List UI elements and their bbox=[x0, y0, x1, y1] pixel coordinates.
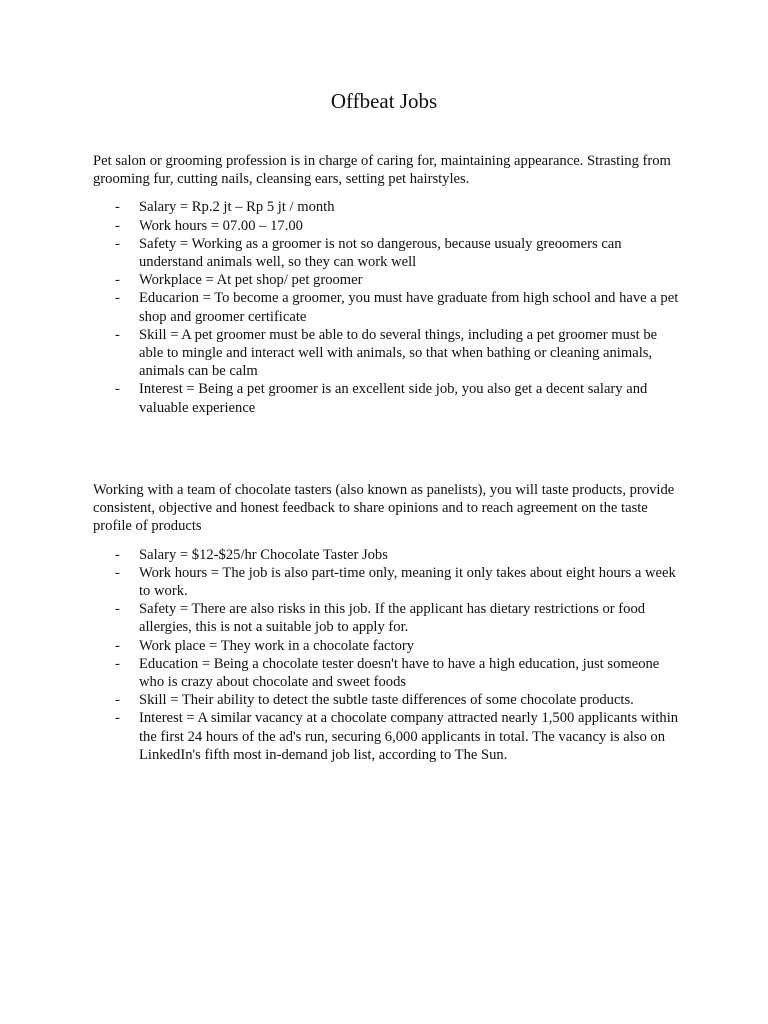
section-intro: Pet salon or grooming profession is in charge of caring for, maintaining appearance. Strasting from grooming fur, cutting nails, cleansing ears, setting pet hairstyles. bbox=[93, 153, 671, 188]
section-chocolate-taster bbox=[93, 481, 683, 764]
list-item-text: Work hours = The job is also part-time only, meaning it only takes about eight hours a week to work. bbox=[139, 564, 676, 600]
list-item bbox=[93, 709, 683, 764]
list-item-text: Education = Being a chocolate tester doesn't have to have a high education, just someone who is crazy about chocolate and sweet foods bbox=[139, 655, 660, 691]
list-item bbox=[93, 217, 683, 235]
bullet-dash: - bbox=[115, 381, 120, 398]
bullet-dash: - bbox=[115, 692, 120, 709]
list-item-text: Interest = Being a pet groomer is an excellent side job, you also get a decent salary and valuable experience bbox=[139, 381, 648, 416]
bullet-list bbox=[93, 546, 683, 764]
list-item-text: Interest = A similar vacancy at a chocolate company attracted nearly 1,500 applicants within the first 24 hours of the ad's run, securing 6,000 applicants in total. The vacancy is also on LinkedIn's fifth most in-demand job list, according to The Sun. bbox=[139, 710, 679, 763]
bullet-dash: - bbox=[115, 564, 120, 581]
section-intro: Working with a team of chocolate tasters (also known as panelists), you will taste products, provide consistent, objective and honest feedback to share opinions and to reach agreement on the taste profile of products bbox=[93, 482, 675, 535]
bullet-dash: - bbox=[115, 199, 120, 216]
list-item bbox=[93, 289, 683, 325]
list-item bbox=[93, 691, 683, 709]
bullet-list bbox=[93, 198, 683, 416]
bullet-dash: - bbox=[115, 546, 120, 563]
list-item bbox=[93, 637, 683, 655]
bullet-dash: - bbox=[115, 235, 120, 252]
bullet-dash: - bbox=[115, 217, 120, 234]
section-pet-groomer bbox=[93, 152, 683, 417]
bullet-dash: - bbox=[115, 290, 120, 307]
list-item bbox=[93, 326, 683, 381]
list-item-text: Safety = Working as a groomer is not so dangerous, because usualy greoomers can understand animals well, so they can work well bbox=[139, 235, 622, 271]
list-item bbox=[93, 271, 683, 289]
bullet-dash: - bbox=[115, 601, 120, 618]
list-item bbox=[93, 198, 683, 216]
list-item-text: Work hours = 07.00 – 17.00 bbox=[139, 217, 303, 234]
bullet-dash: - bbox=[115, 710, 120, 727]
list-item bbox=[93, 655, 683, 691]
list-item-text: Workplace = At pet shop/ pet groomer bbox=[139, 272, 363, 289]
list-item-text: Safety = There are also risks in this job. If the applicant has dietary restrictions or food allergies, this is not a suitable job to apply for. bbox=[139, 601, 646, 636]
list-item-text: Salary = $12-$25/hr Chocolate Taster Jobs bbox=[139, 546, 388, 563]
list-item bbox=[93, 235, 683, 271]
list-item-text: Educarion = To become a groomer, you must have graduate from high school and have a pet shop and groomer certificate bbox=[139, 290, 679, 325]
document-title: Offbeat Jobs bbox=[330, 89, 438, 113]
list-item-text: Work place = They work in a chocolate factory bbox=[139, 637, 415, 654]
bullet-dash: - bbox=[115, 272, 120, 289]
list-item bbox=[93, 600, 683, 636]
bullet-dash: - bbox=[115, 655, 120, 672]
bullet-dash: - bbox=[115, 637, 120, 654]
bullet-dash: - bbox=[115, 326, 120, 343]
list-item-text: Salary = Rp.2 jt – Rp 5 jt / month bbox=[139, 199, 335, 216]
list-item-text: Skill = Their ability to detect the subtle taste differences of some chocolate products. bbox=[139, 692, 634, 709]
list-item-text: Skill = A pet groomer must be able to do several things, including a pet groomer must be able to mingle and interact well with animals, so that when bathing or cleaning animals, animals can be calm bbox=[139, 326, 658, 380]
list-item bbox=[93, 380, 683, 416]
list-item bbox=[93, 546, 683, 564]
list-item bbox=[93, 564, 683, 600]
